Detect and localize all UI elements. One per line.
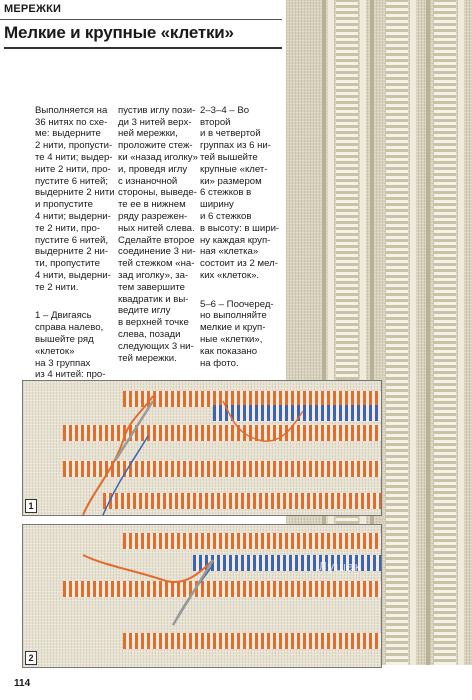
fabric-hemstitch-band <box>386 0 408 665</box>
page-number: 114 <box>14 678 31 689</box>
fabric-stripe <box>458 0 464 665</box>
paragraph-step-2-4: 2–3–4 – Во второй и в четвертой группах из 6 ни- тей вышейте крупные «клет- ки» размером 6 стежков в ширину и 6 стежков в высоту: в шири- ну каждая круп- ная «клетка» состоит из 2 мел- ких «клеток». <box>200 104 280 281</box>
photo-number-2: 2 <box>25 651 37 665</box>
text-column-2 <box>118 93 198 381</box>
photo-number-1: 1 <box>25 499 37 513</box>
title-row <box>4 23 282 47</box>
fabric-stripe <box>426 0 430 665</box>
section-header <box>0 0 282 20</box>
fabric-stripe <box>410 0 416 665</box>
paragraph-step-1: 1 – Двигаясь справа налево, вышейте ряд «клеток» на 3 группах из 4 нитей: про- <box>35 310 106 381</box>
title-rule <box>4 47 282 49</box>
needle-thread-drawing <box>23 381 381 515</box>
text-column-3 <box>200 93 282 386</box>
fabric-hemstitch-band <box>434 0 456 665</box>
stitch-photo-2 <box>22 524 382 668</box>
stitch-photo-1 <box>22 380 382 516</box>
watermark: Лушак <box>318 560 363 574</box>
section-label: МЕРЕЖКИ <box>4 3 62 15</box>
page-title: Мелкие и крупные «клетки» <box>4 23 234 42</box>
paragraph-step-5-6: 5–6 – Поочеред- но выполняйте мелкие и круп- ные «клетки», как показано на фото. <box>200 298 274 369</box>
text-column-1 <box>35 93 117 398</box>
paragraph-intro: Выполняется на 36 нитях по схе- ме: выдерните 2 нити, пропусти- те 4 нити; выдер- ните 2 нити, про- пустите 6 нитей; выдерните 2 нити и пропустите 4 нити; выдерни- те 2 нити, про- пустите 6 нитей, выдерните 2 ни- ти, пропустите 4 нити, выдерни- те 2 нити. <box>35 104 115 293</box>
needle-thread-drawing <box>23 525 381 667</box>
paragraph-step-1-cont: пустив иглу пози- ди 3 нитей верх- ней мережки, проложите стеж- ки «назад иголку» и, проведя иглу с изнаночной стороны, выведе- те ее в нижнем ряду разрежен- ных нитей слева. Сделайте второе соединение 3 ни- тей стежком «на- зад иголку», за- тем завершите квадратик и вы- ведите иглу в верхней точке слева, позади следующих 3 ни- тей мережки. <box>118 104 198 364</box>
